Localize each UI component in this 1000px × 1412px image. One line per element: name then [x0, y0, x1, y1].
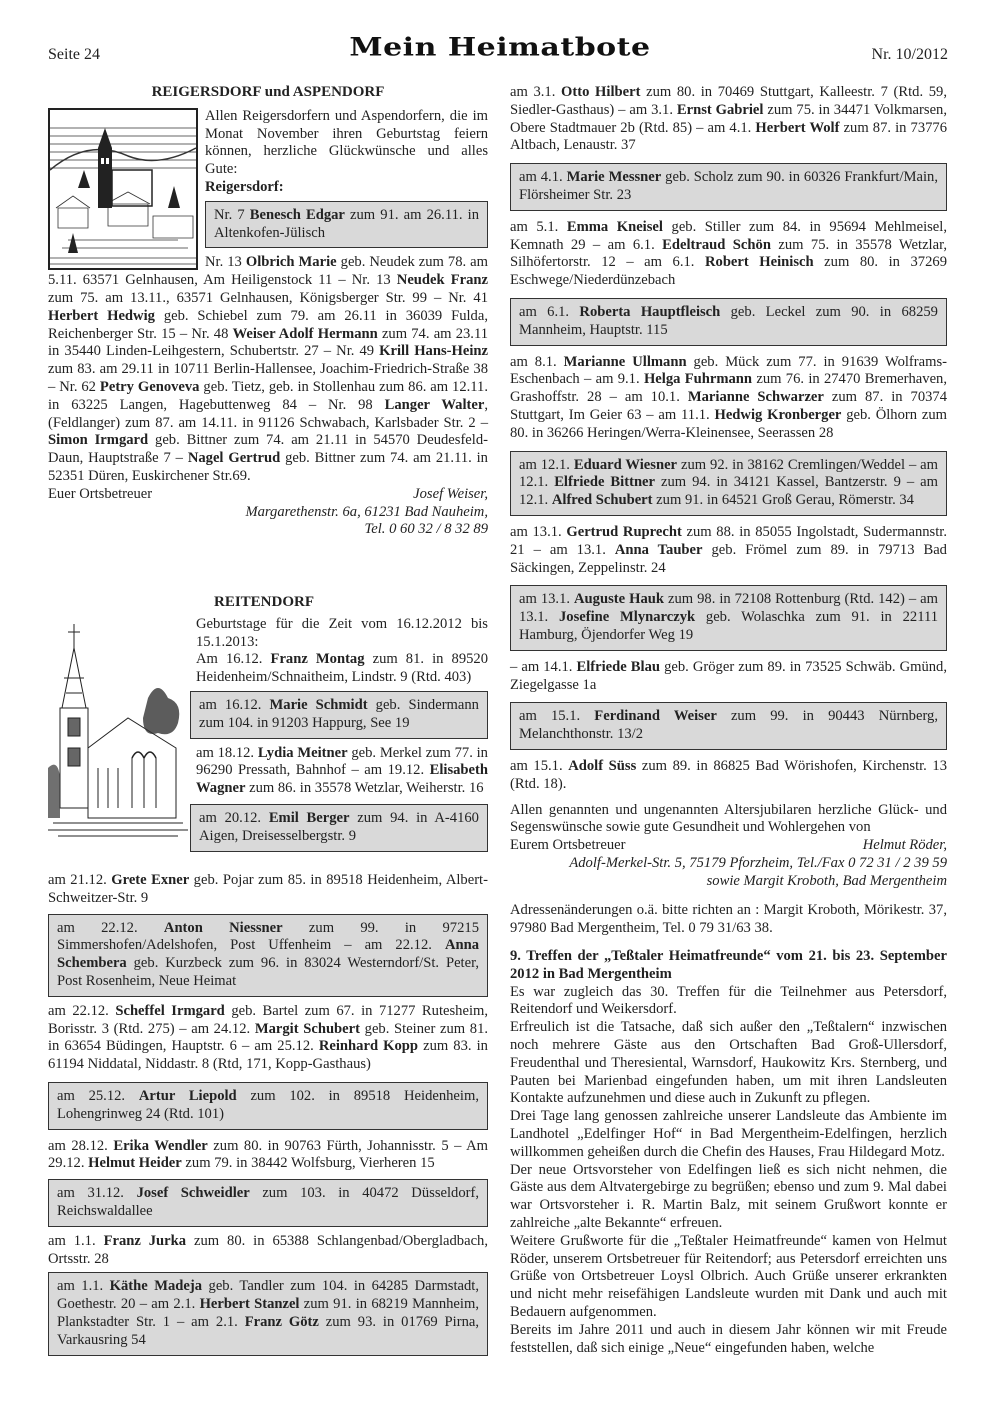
page-number: Seite 24	[48, 46, 100, 63]
entry: am 21.12. Grete Exner geb. Pojar zum 85. in 89518 Heidenheim, Albert-Schweitzer-Str. 9	[48, 872, 488, 906]
reigersdorf-list: Nr. 13 Olbrich Marie geb. Neudek zum 78. am 5.11. 63571 Gelnhausen, Am Heiligenstock 11 – Nr. 13 Neudek Franz zum 75. am 13.11., 63571 Gelnhausen, Königsberger Str. 99 – Nr. 41 Herbert Hedwig geb. Schiebel zum 79. am 26.11 in 36039 Fulda, Reichenberger Str. 15 – Nr. 48 Weiser Adolf Hermann zum 74. am 23.11 in 35440 Linden-Leihgestern, Schubertstr. 27 – Nr. 49 Krill Hans-Heinz zum 83. am 29.11 in 10711 Berlin-Hallensee, Joachim-Friedrich-Straße 38 – Nr. 62 Petry Genoveva geb. Tietz, geb. in Stollenhau zum 86. am 12.11. in 63225 Langen, Hagebuttenweg 84 – Nr. 98 Langer Walter, (Feldlanger) zum 87. am 14.11. in 91126 Schwabach, Karlsbader Str. 2 – Simon Irmgard geb. Bittner zum 74. am 21.11 in 54570 Deudesfeld-Daun, Hauptstraße 7 – Nagel Gertrud geb. Bittner zum 74. am 21.11. in 52351 Düren, Euskirchener Str.69.	[48, 254, 489, 484]
article-paragraph: Bereits im Jahre 2011 und auch in diesem Jahr können wir mit Freude feststellen, daß sich einige „Neue“ eingefunden haben, welche	[510, 1321, 947, 1356]
birthday-box: Nr. 7 Benesch Edgar zum 91. am 26.11. in Altenkofen-Jülisch	[205, 201, 488, 249]
reitendorf-lower	[48, 872, 488, 1360]
birthday-box: am 31.12. Josef Schweidler zum 103. in 40472 Düsseldorf, Reichswaldallee	[48, 1179, 488, 1227]
birthday-box: am 6.1. Roberta Hauptfleisch geb. Leckel zum 90. in 68259 Mannheim, Hauptstr. 115	[510, 298, 947, 346]
article-paragraph: Drei Tage lang genossen zahlreiche unserer Landsleute das Ambiente im Landhotel „Edelfinger Hof“ in Bad Mergentheim-Edelfingen, herzlich willkommen geheißen durch die Chefin des Hauses, Frau Hildegard Motz.	[510, 1108, 947, 1160]
entry: am 15.1. Adolf Süss zum 89. in 86825 Bad Wörishofen, Kirchenstr. 13 (Rtd. 18).	[510, 757, 948, 792]
reigersdorf-intro-block	[205, 108, 488, 249]
reitendorf-upper	[196, 594, 488, 852]
birthday-box: am 20.12. Emil Berger zum 94. in A-4160 Aigen, Dreisesselbergstr. 9	[190, 804, 488, 852]
issue-number: Nr. 10/2012	[871, 46, 948, 63]
entry: am 28.12. Erika Wendler zum 80. in 90763 Fürth, Johannisstr. 5 – Am 29.12. Helmut Heider zum 79. in 38442 Wolfsburg, Vierheren 15	[48, 1137, 489, 1172]
birthday-box: am 25.12. Artur Liepold zum 102. in 89518 Heidenheim, Lohengrinweg 24 (Rtd. 101)	[48, 1082, 488, 1130]
closing-signature: Eurem Ortsbetreuer Helmut Röder,	[510, 837, 947, 854]
birthday-box: am 16.12. Marie Schmidt geb. Sindermann zum 104. in 91203 Happurg, See 19	[190, 691, 488, 739]
closing-address-2: sowie Margit Kroboth, Bad Mergentheim	[706, 872, 947, 889]
birthday-box: am 15.1. Ferdinand Weiser zum 99. in 90443 Nürnberg, Melanchthonstr. 13/2	[510, 702, 947, 750]
birthday-box: am 1.1. Käthe Madeja geb. Tandler zum 104. in 64285 Darmstadt, Goethestr. 20 – am 2.1. Herbert Stanzel zum 91. in 68219 Mannheim, Plankstadter Str. 1 – am 2.1. Franz Götz zum 93. in 01769 Pirna, Varkausring 54	[48, 1272, 488, 1355]
right-column	[510, 84, 947, 1357]
article-paragraph: Es war zugleich das 30. Treffen für die Teilnehmer aus Petersdorf, Reitendorf und Weikersdorf.	[510, 983, 947, 1018]
birthday-box: am 4.1. Marie Messner geb. Scholz zum 90. in 60326 Frankfurt/Main, Flörsheimer Str. 23	[510, 163, 947, 211]
entry: am 5.1. Emma Kneisel geb. Stiller zum 84. in 95694 Mehlmeisel, Kemnath 29 – am 6.1. Edeltraud Schön zum 75. in 35578 Wetzlar, Silhöfertorstr. 12 – am 6.1. Robert Heinisch zum 80. in 37269 Eschwege/Niederdünzebach	[510, 218, 947, 289]
reigersdorf-intro: Allen Reigersdorfern und Aspendorfern, die im Monat November ihren Geburtstag feiern können, herzliche Glückwünsche und alles Gute:	[205, 107, 488, 178]
signature-phone: Tel. 0 60 32 / 8 32 89	[364, 521, 488, 538]
closing-text: Allen genannten und ungenannten Altersjubilaren herzliche Glück- und Segenswünsche sowie gute Gesundheit und Wohlergehen von	[510, 801, 947, 836]
entry: Am 16.12. Franz Montag zum 81. in 89520 Heidenheim/Schnaitheim, Lindstr. 9 (Rtd. 403)	[196, 651, 489, 686]
article-paragraph: Erfreulich ist die Tatsache, daß sich außer den „Teßtalern“ inzwischen noch mehrere Gäste aus den Ortschaften Bad Groß-Ullersdorf, Freudenthal und Theresiental, Warnsdorf, Haukowitz Krs. Sternberg, und Pauten bei Marienbad eingefunden haben, um mit ihren Landsleuten Kontakte aufzunehmen und diese auch in Zukunft zu pflegen.	[510, 1019, 947, 1107]
article-title: 9. Treffen der „Teßtaler Heimatfreunde“ vom 21. bis 23. September 2012 in Bad Mergentheim	[510, 948, 947, 982]
entry: am 3.1. Otto Hilbert zum 80. in 70469 Stuttgart, Kalleestr. 7 (Rtd. 59, Siedler-Gasthaus) – am 3.1. Ernst Gabriel zum 75. in 34471 Volkmarsen, Obere Stadtmauer 2b (Rtd. 85) – am 4.1. Herbert Wolf zum 87. in 73776 Altbach, Lenaustr. 37	[510, 84, 948, 154]
entry: – am 14.1. Elfriede Blau geb. Gröger zum 89. in 73525 Schwäb. Gmünd, Ziegelgasse 1a	[510, 658, 947, 693]
entry: am 8.1. Marianne Ullmann geb. Mück zum 77. in 91639 Wolframs-Eschenbach – am 9.1. Helga Fuhrmann zum 76. in 27470 Bremerhaven, Grashoffstr. 28 – am 10.1. Marianne Schwarzer zum 87. in 70374 Stuttgart, Im Geier 63 – am 11.1. Hedwig Kronberger geb. Ölhorn zum 80. in 36266 Heringen/Werra-Kleinensee, Seerassen 28	[510, 353, 948, 441]
masthead-title: Mein Heimatbote	[349, 32, 651, 63]
reigersdorf-subtitle: Reigersdorf:	[205, 178, 284, 195]
entry: am 13.1. Gertrud Ruprecht zum 88. in 85055 Ingolstadt, Sudermannstr. 21 – am 13.1. Anna Tauber geb. Frömel zum 89. in 79713 Bad Säckingen, Zeppelinstr. 24	[510, 523, 947, 576]
signature-block: Euer Ortsbetreuer Josef Weiser,	[48, 485, 488, 502]
section-title-reitendorf: REITENDORF	[214, 594, 315, 610]
signature-address: Margarethenstr. 6a, 61231 Bad Nauheim,	[245, 503, 488, 520]
church-illustration	[48, 618, 188, 840]
entry: am 18.12. Lydia Meitner geb. Merkel zum 77. in 96290 Pressath, Bahnhof – am 19.12. Elisabeth Wagner zum 86. in 35578 Wetzlar, Weiherstr. 16	[196, 744, 488, 797]
article-paragraph: Der neue Ortsvorsteher von Edelfingen ließ es sich nicht nehmen, die Gäste aus dem Altvatergebirge zu begrüßen; ebenso und zum 9. Mal dabei war Ortsvorsteher i. R. Martin Balz, mit seinem Grußwort konnte er zahlreiche „alte Bekannte“ erfreuen.	[510, 1161, 947, 1232]
address-change-note: Adressenänderungen o.ä. bitte richten an : Margit Kroboth, Mörikestr. 37, 97980 Bad Mergentheim, Tel. 0 79 31/63 38.	[510, 902, 947, 937]
reitendorf-intro: Geburtstage für die Zeit vom 16.12.2012 bis 15.1.2013:	[196, 615, 488, 650]
entry: am 22.12. Scheffel Irmgard geb. Bartel zum 67. in 71277 Rutesheim, Borisstr. 3 (Rtd. 275) – am 24.12. Margit Schubert geb. Steiner zum 81. in 63654 Büdingen, Hauptstr. 6 – am 25.12. Reinhard Kopp zum 83. in 61194 Niddatal, Niddastr. 8 (Rtd, 171, Kopp-Gasthaus)	[48, 1002, 489, 1073]
section-title-reigersdorf: REIGERSDORF und ASPENDORF	[151, 84, 385, 100]
birthday-box: am 13.1. Auguste Hauk zum 98. in 72108 Rottenburg (Rtd. 142) – am 13.1. Josefine Mlynarczyk geb. Wolaschka zum 91. in 22111 Hamburg, Öjendorfer Weg 19	[510, 585, 947, 650]
left-column	[48, 84, 488, 539]
birthday-box: am 12.1. Eduard Wiesner zum 92. in 38162 Cremlingen/Weddel – am 12.1. Elfriede Bittner zum 94. in 34121 Kassel, Bantzerstr. 9 – am 12.1. Alfred Schubert zum 91. in 64521 Groß Gerau, Römerstr. 34	[510, 451, 947, 516]
birthday-box: am 22.12. Anton Niessner zum 99. in 97215 Simmershofen/Adelshofen, Post Uffenheim – am 22.12. Anna Schembera geb. Kurzbeck zum 96. in 83024 Westerndorf/St. Peter, Post Rosenheim, Neue Heimat	[48, 914, 488, 997]
closing-address: Adolf-Merkel-Str. 5, 75179 Pforzheim, Tel./Fax 0 72 31 / 2 39 59	[569, 854, 947, 871]
entry: am 1.1. Franz Jurka zum 80. in 65388 Schlangenbad/Obergladbach, Ortsstr. 28	[48, 1232, 488, 1267]
article-paragraph: Weitere Grußworte für die „Teßtaler Heimatfreunde“ kamen von Helmut Röder, unserem Ortsbetreuer für Reitendorf; aus Petersdorf erreichten uns Grüße von Ortsbetreuer Loysl Olbrich. Auch Grüße unserer erkrankten und nicht mehr reisefähigen Landsleute wurden mit Dank und auch mit Bedauern aufgenommen.	[510, 1232, 947, 1321]
